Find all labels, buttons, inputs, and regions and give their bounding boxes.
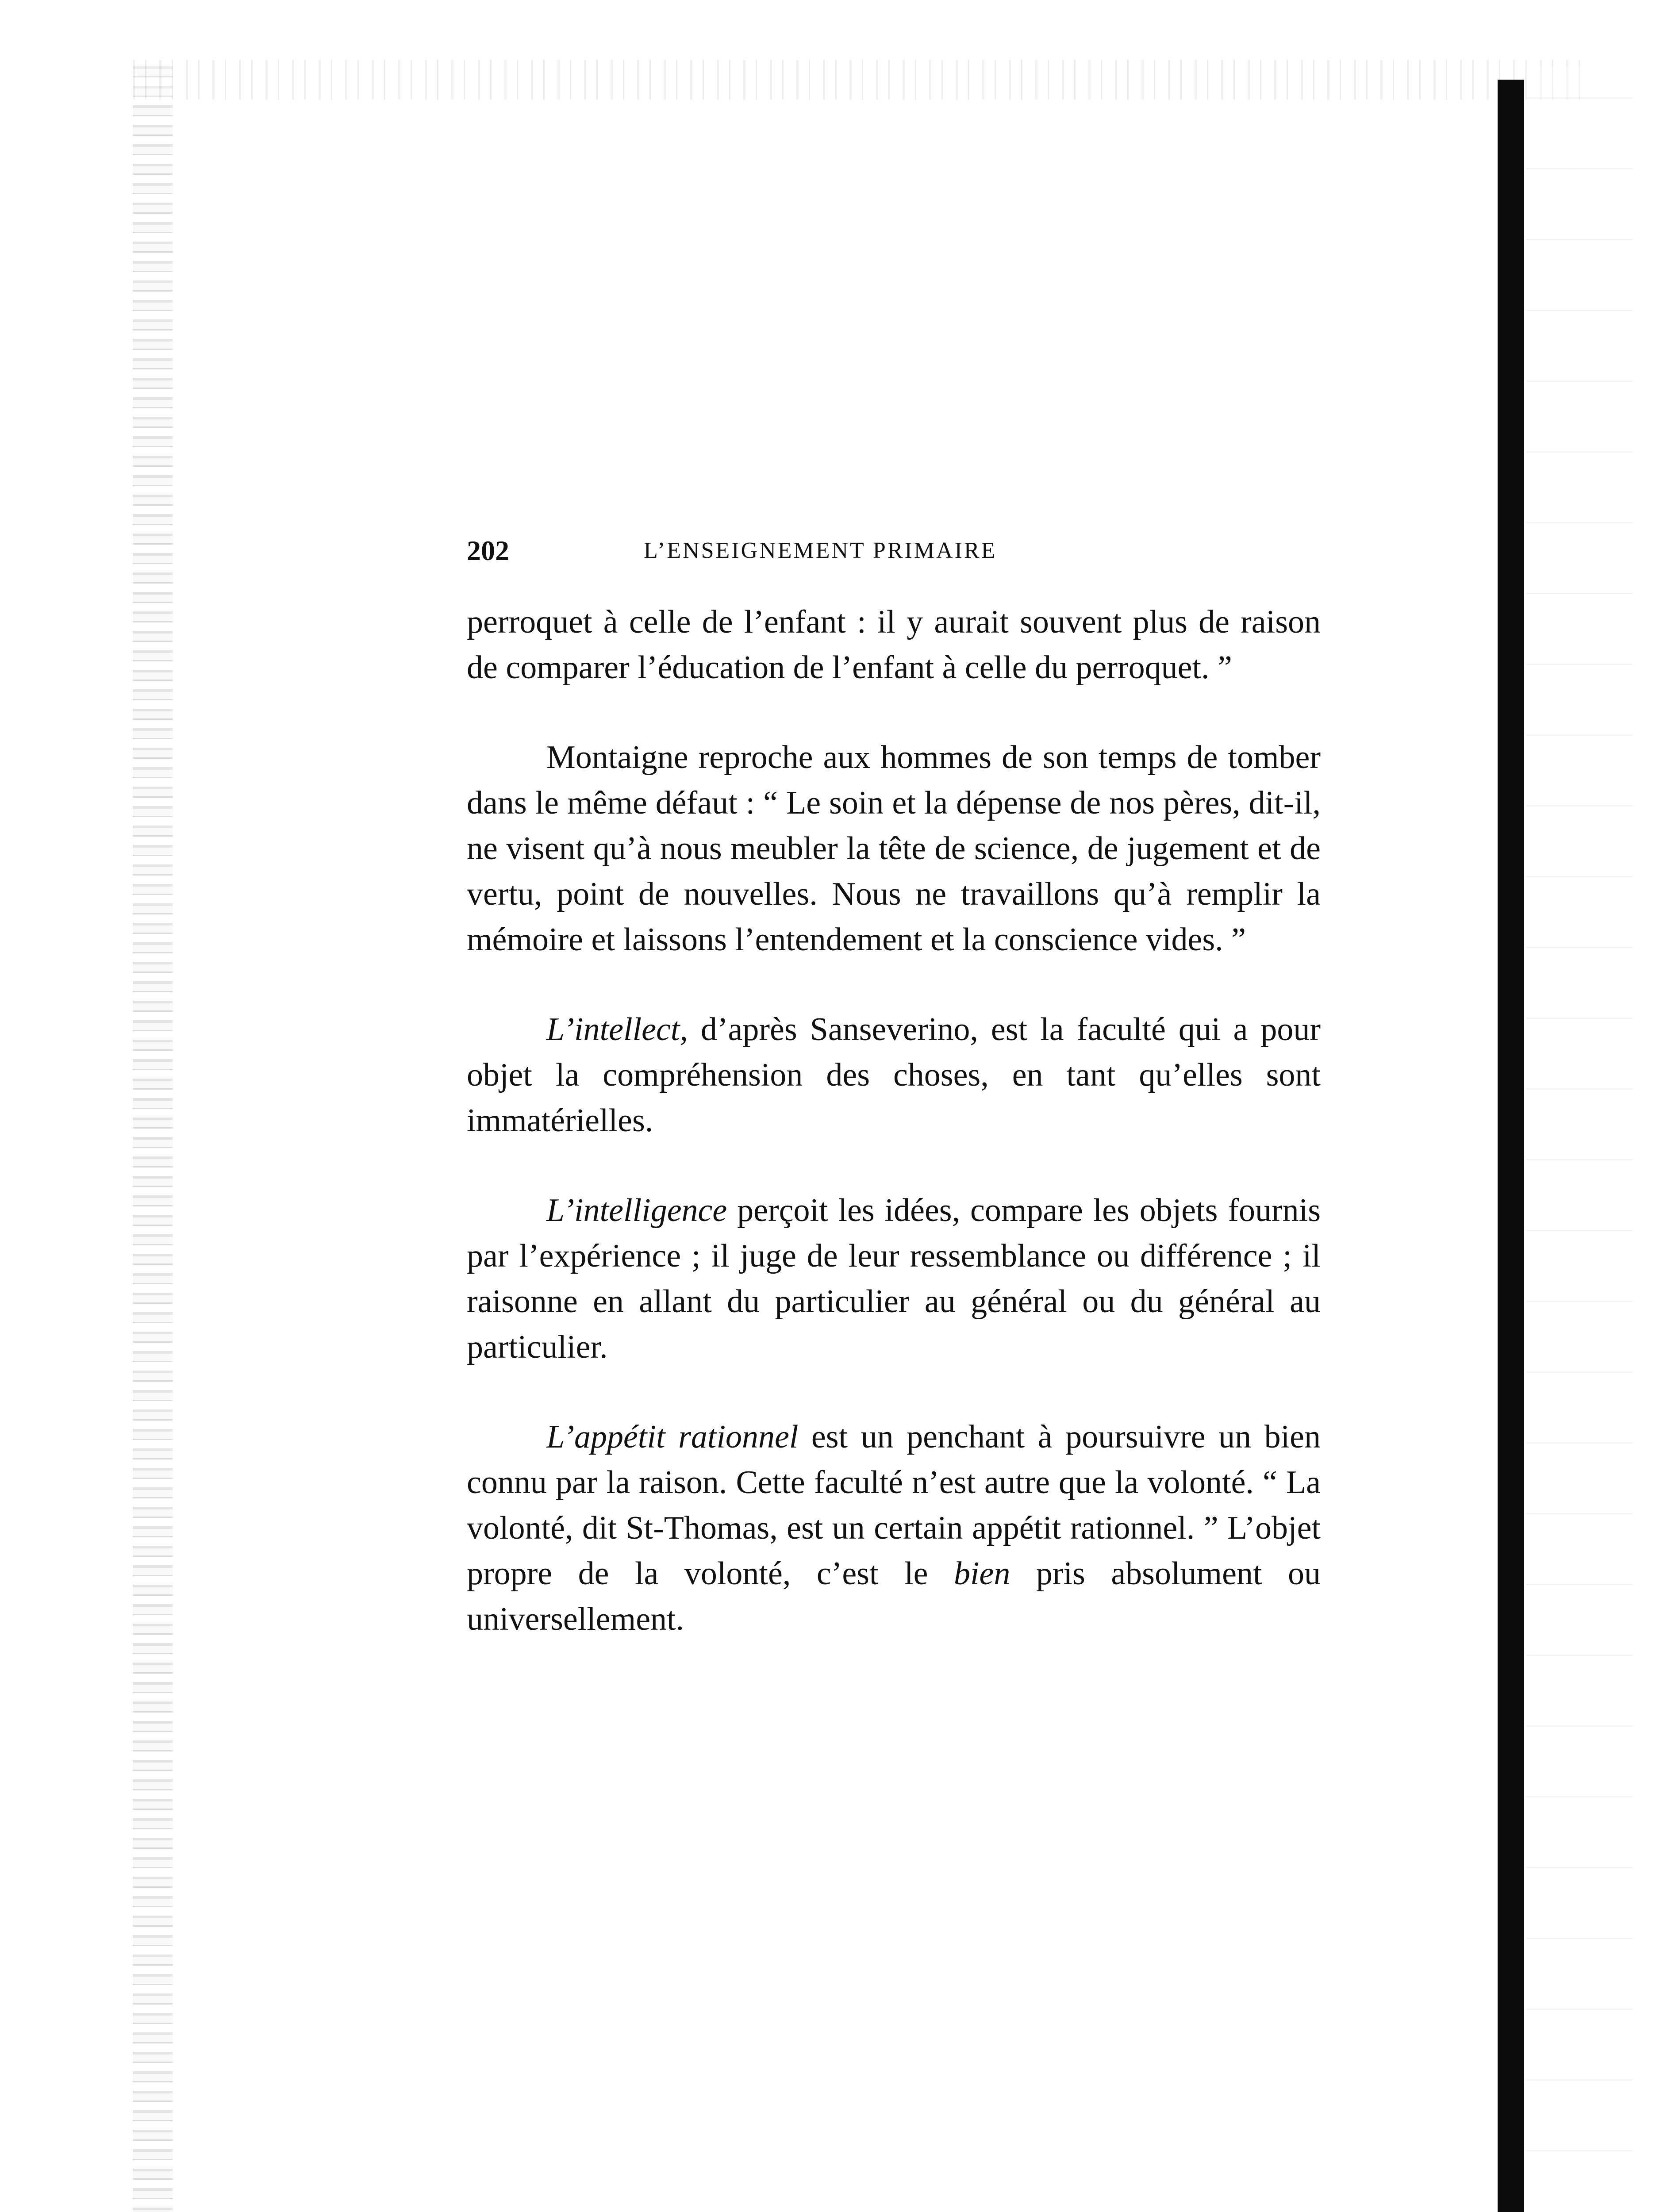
body-text [467,599,1321,1686]
scan-top-edge [133,60,1593,100]
defined-term: L’appétit rationnel [546,1419,799,1455]
paragraph-text: d’après Sanseverino, est la faculté qui a pour objet la compréhension des choses, en tant qu’elles sont immatérielles. [467,1011,1321,1139]
paragraph-montaigne [467,735,1321,963]
paragraph-text: Montaigne reproche aux hommes de son temps de tomber dans le même défaut : “ Le soin et la dépense de nos pères, dit-il, ne visent qu’à nous meubler la tête de science, de jugement et de vertu, point de nouvelles. Nous ne travaillons qu’à remplir la mémoire et laissons l’entendement et la conscience vides. ” [467,739,1321,958]
paragraph-appetit [467,1414,1321,1642]
paragraph-text: est un penchant à poursuivre un bien connu par la raison. Cette faculté n’est autre que la volonté. “ La volonté, dit St-Thomas, est un certain appétit rationnel. ” L’objet propre de la volonté, c’est le [467,1419,1321,1592]
scan-left-edge [133,66,173,2212]
page-header [467,531,1148,571]
paragraph-text: perçoit les idées, compare les objets fournis par l’expérience ; il juge de leur ressemblance ou différence ; il raisonne en allant du particulier au général ou du général au particulier. [467,1192,1321,1365]
defined-term: L’intelligence [546,1192,727,1229]
scan-binding-shadow [1498,80,1524,2212]
paragraph-text: perroquet à celle de l’enfant : il y aurait souvent plus de raison de comparer l’éducation de l’enfant à celle du perroquet. ” [467,604,1321,686]
page-number: 202 [467,535,509,566]
paragraph-text: pris absolument ou universellement. [467,1555,1321,1637]
defined-term: L’intellect, [546,1011,688,1048]
paragraph-intellect [467,1007,1321,1144]
scan-right-noise [1526,66,1633,2212]
paragraph-intelligence [467,1188,1321,1370]
emphasized-word: bien [953,1555,1010,1592]
running-title: L’ENSEIGNEMENT PRIMAIRE [644,538,997,563]
paragraph-continuation [467,599,1321,691]
